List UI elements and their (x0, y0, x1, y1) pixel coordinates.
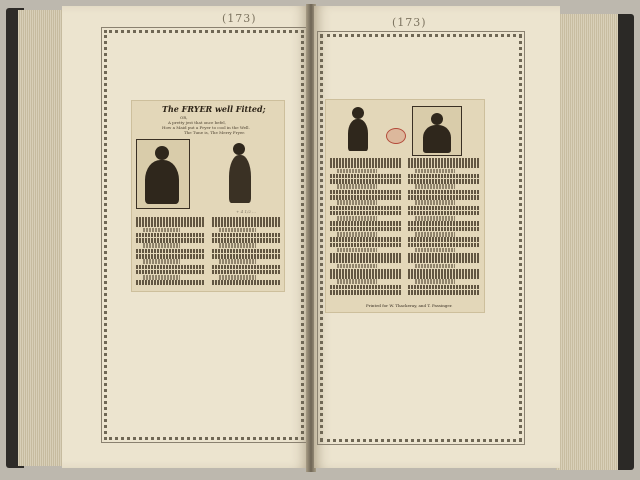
ballad-text-line (212, 254, 280, 259)
ballad-text-line (330, 206, 402, 211)
ballad-text-line (408, 274, 480, 279)
ballad-text-line (212, 265, 280, 270)
ballad-text-line (136, 217, 204, 222)
ballad-text-line (219, 259, 256, 264)
left-page-number: (173) (222, 12, 257, 25)
ballad-text-line (219, 243, 256, 248)
broadside-subtitle-3: How a Maid put a Fryer to cool in the Well. (162, 125, 250, 130)
ballad-text-line (219, 228, 256, 233)
ballad-text-line (408, 269, 480, 274)
broadside-imprint: Printed for W. Thackeray, and T. Passinger. (366, 303, 453, 308)
pencil-annotation: + 4 1/2 ... (236, 209, 256, 214)
ballad-text-line (408, 285, 480, 290)
left-page (62, 6, 308, 468)
ballad-text-line (408, 174, 480, 179)
ballad-text-line (337, 248, 377, 253)
ballad-text-line (330, 227, 402, 232)
ballad-text-line (136, 238, 204, 243)
right-page-edges (556, 14, 618, 470)
ballad-text-line (408, 290, 480, 295)
ballad-text-line (330, 221, 402, 226)
ballad-text-line (212, 217, 280, 222)
ballad-text-line (415, 279, 455, 284)
ballad-text-line (136, 270, 204, 275)
ballad-text-line (408, 237, 480, 242)
ballad-text-line (143, 243, 180, 248)
ballad-text-line (330, 190, 402, 195)
ballad-text-line (408, 163, 480, 168)
ballad-text-line (136, 233, 204, 238)
ballad-text-line (408, 211, 480, 216)
ballad-text-line (136, 265, 204, 270)
ballad-text-line (415, 264, 455, 269)
ballad-text-line (330, 253, 402, 258)
ballad-text-line (143, 275, 180, 280)
ballad-text-line (337, 184, 377, 189)
ballad-text-line (136, 222, 204, 227)
ballad-text-line (330, 211, 402, 216)
ballad-text-line (330, 274, 402, 279)
ballad-text-line (408, 190, 480, 195)
ballad-text-line (415, 248, 455, 253)
ballad-text-line (330, 269, 402, 274)
ballad-text-line (330, 258, 402, 263)
ballad-text-line (415, 169, 455, 174)
ballad-text-column-2 (212, 217, 280, 286)
ballad-text-column-1 (136, 217, 204, 286)
broadside-subtitle-1: OR, (180, 115, 188, 120)
ballad-text-line (337, 279, 377, 284)
ballad-text-column-4 (408, 158, 480, 295)
ballad-text-line (330, 243, 402, 248)
ballad-text-line (408, 243, 480, 248)
ballad-text-line (219, 275, 256, 280)
ballad-text-line (330, 195, 402, 200)
ballad-text-line (212, 249, 280, 254)
woodcut-gentleman-icon (340, 103, 378, 153)
ballad-text-line (212, 233, 280, 238)
ballad-text-line (136, 249, 204, 254)
ballad-text-line (330, 179, 402, 184)
broadside-title: The FRYER well Fitted; (162, 104, 266, 114)
ballad-text-line (408, 158, 480, 163)
ballad-text-line (408, 179, 480, 184)
right-page-number: (173) (392, 16, 427, 29)
right-page (314, 6, 560, 468)
broadside-subtitle-4: The Tune is, The Merry Fryer. (184, 130, 245, 135)
ballad-text-line (136, 280, 204, 285)
ballad-text-line (415, 216, 455, 221)
ballad-text-line (415, 184, 455, 189)
ballad-text-line (408, 253, 480, 258)
broadside-subtitle-2: A pretty jest that once befel, (168, 120, 226, 125)
ballad-text-line (337, 216, 377, 221)
ballad-text-line (337, 264, 377, 269)
ballad-text-line (330, 285, 402, 290)
ballad-text-line (212, 280, 280, 285)
ballad-text-line (408, 195, 480, 200)
ballad-text-line (143, 228, 180, 233)
woodcut-friar-icon (220, 139, 260, 207)
ballad-text-line (337, 232, 377, 237)
ballad-text-line (408, 206, 480, 211)
ballad-text-line (337, 200, 377, 205)
ballad-text-line (330, 163, 402, 168)
ballad-text-line (212, 222, 280, 227)
left-broadside (132, 101, 284, 291)
right-broadside (326, 100, 484, 312)
ballad-text-line (408, 227, 480, 232)
left-page-edges (18, 10, 64, 466)
right-cover (616, 14, 634, 470)
ballad-text-line (330, 158, 402, 163)
ballad-text-line (212, 238, 280, 243)
ballad-text-line (337, 169, 377, 174)
woodcut-seated-woman-icon (136, 139, 190, 209)
ballad-text-line (415, 200, 455, 205)
library-stamp-icon (386, 128, 406, 144)
ballad-text-line (330, 174, 402, 179)
ballad-text-line (143, 259, 180, 264)
ballad-text-column-3 (330, 158, 402, 295)
ballad-text-line (408, 258, 480, 263)
ballad-text-line (415, 232, 455, 237)
ballad-text-line (330, 290, 402, 295)
ballad-text-line (330, 237, 402, 242)
ballad-text-line (212, 270, 280, 275)
ballad-text-line (408, 221, 480, 226)
woodcut-lady-icon (412, 106, 462, 156)
ballad-text-line (136, 254, 204, 259)
